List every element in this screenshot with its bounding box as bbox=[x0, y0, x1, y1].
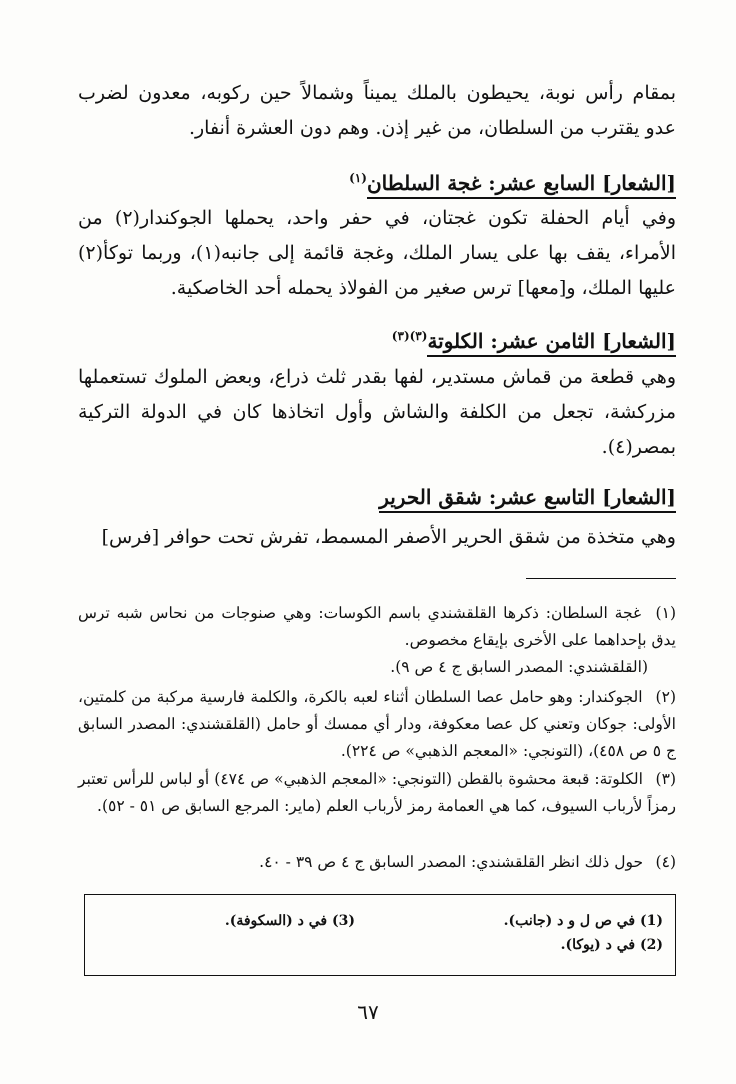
heading-17-prefix: [الشعار] السابع عشر: bbox=[481, 170, 676, 195]
heading-19-text bbox=[379, 485, 676, 513]
paragraph-4: وهي متخذة من شقق الحرير الأصفر المسمط، تفرش تحت حوافر [فرس] bbox=[101, 526, 676, 548]
footnote-1-text: غجة السلطان: ذكرها القلقشندي باسم الكوسات: وهي صنوجات من نحاس شبه ترس يدق بإحداهما على الأخرى بإيقاع مخصوص. bbox=[78, 604, 676, 649]
paragraph-2: وفي أيام الحفلة تكون غجتان، في حفر واحد، يحملها الجوكندار(٢) من الأمراء، يقف بها على يسار الملك، وغجة قائمة إلى جانبه(١)، وربما توكأ(٢) عليها الملك، و[معها] ترس صغير من الفولاذ يحمله أحد الخاصكية. bbox=[78, 207, 677, 299]
variant-1: (1) في ص ل و د (جانب). bbox=[503, 913, 663, 929]
page-number: ٦٧ bbox=[357, 1000, 379, 1024]
footnote-1-citation: (القلقشندي: المصدر السابق ج ٤ ص ٩). bbox=[390, 658, 648, 676]
footnote-2-number: (٢) bbox=[655, 688, 676, 706]
footnote-3-text: الكلوتة: قبعة محشوة بالقطن (التونجي: «المعجم الذهبي» ص ٤٧٤) أو لباس للرأس تعتبر رمزاً لأرباب السيوف، كما هي العمامة رمز لأرباب العلم (ماير: المرجع السابق ص ٥١ - ٥٢). bbox=[78, 770, 676, 815]
heading-19-prefix: [الشعار] التاسع عشر: bbox=[481, 485, 676, 509]
paragraph-3: وهي قطعة من قماش مستدير، لفها بقدر ثلث ذراع، وبعض الملوك تستعملها مزركشة، تجعل من الكلفة والشاش وأول اتخاذها كان في الدولة التركية بمصر(٤). bbox=[78, 366, 676, 458]
heading-17-title: غجة السلطان bbox=[366, 170, 482, 195]
footnote-3-number: (٣) bbox=[655, 770, 676, 788]
heading-17 bbox=[78, 160, 676, 201]
footnote-1-number: (١) bbox=[655, 604, 676, 622]
paragraph-1: بمقام رأس نوبة، يحيطون بالملك يميناً وشمالاً حين ركوبه، معدون لضرب عدو يقترب من السلطان، من غير إذن. وهم دون العشرة أنفار. bbox=[78, 82, 676, 139]
footnote-4-text: حول ذلك انظر القلقشندي: المصدر السابق ج ٤ ص ٣٩ - ٤٠. bbox=[259, 853, 644, 871]
heading-18-prefix: [الشعار] الثامن عشر: bbox=[483, 328, 676, 353]
heading-18-title: الكلوتة bbox=[427, 328, 484, 353]
footnote-3 bbox=[78, 766, 676, 820]
heading-18-footnote-ref: (٣)(٣) bbox=[391, 329, 428, 343]
variant-3: (3) في د (السكوفة). bbox=[224, 913, 355, 929]
footnote-2-text: الجوكندار: وهو حامل عصا السلطان أثناء لعبه بالكرة، والكلمة فارسية مركبة من كلمتين، الأولى: جوكان وتعني كل عصا معكوفة، ودار أي ممسك أو حامل (القلقشندي: المصدر السابق ج ٥ ص ٤٥٨)، (التونجي: «المعجم الذهبي» ص ٢٢٤). bbox=[78, 688, 676, 760]
variant-2: (2) في د (يوكا). bbox=[560, 937, 663, 953]
heading-18-text bbox=[427, 329, 676, 357]
heading-19-title: شقق الحرير bbox=[379, 485, 482, 509]
footnote-4-number: (٤) bbox=[655, 853, 676, 871]
heading-17-text bbox=[367, 171, 676, 199]
heading-18 bbox=[78, 318, 676, 359]
footnote-2 bbox=[78, 684, 676, 765]
footnote-separator bbox=[526, 578, 676, 579]
footnote-1 bbox=[78, 600, 676, 681]
heading-17-footnote-ref: (١) bbox=[349, 171, 367, 185]
manuscript-variants-box bbox=[84, 894, 676, 976]
footnote-4 bbox=[78, 849, 676, 876]
heading-19 bbox=[78, 479, 676, 515]
